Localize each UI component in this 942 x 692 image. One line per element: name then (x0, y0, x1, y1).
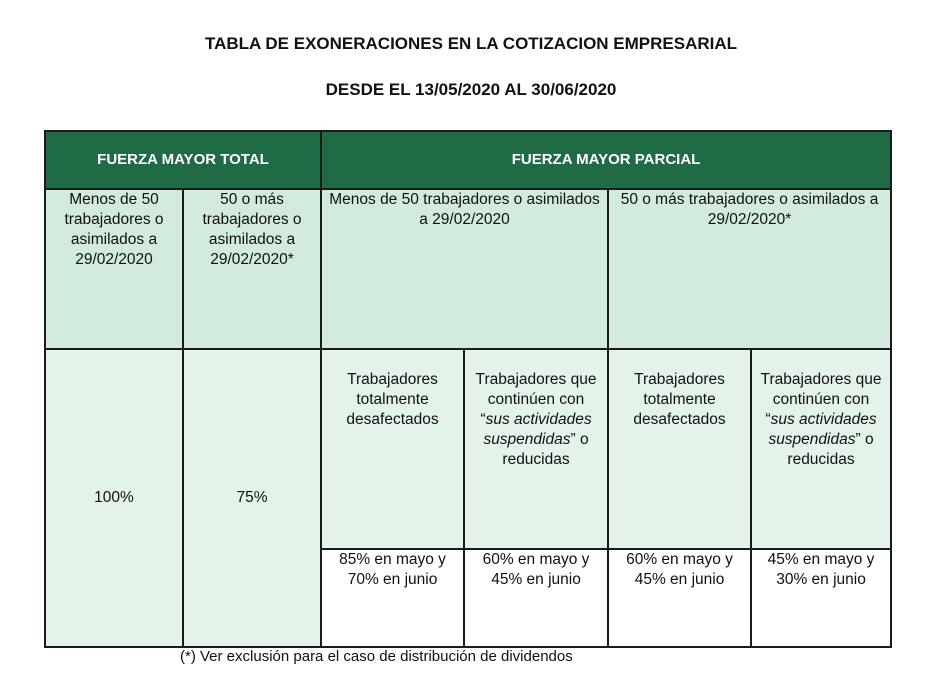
value-total-menos-50: 100% (45, 349, 183, 647)
subheader-desafectados-50-mas: Trabajadores totalmente desafectados (608, 349, 751, 549)
value-parcial-menos-50-continuen: 60% en mayo y 45% en junio (464, 549, 608, 647)
category-parcial-menos-50: Menos de 50 trabajadores o asimilados a 29/02/2020 (321, 189, 608, 349)
value-parcial-50-mas-desafectados: 60% en mayo y 45% en junio (608, 549, 751, 647)
value-parcial-menos-50-desafectados: 85% en mayo y 70% en junio (321, 549, 464, 647)
value-parcial-50-mas-continuen: 45% en mayo y 30% en junio (751, 549, 891, 647)
exoneration-table (44, 130, 892, 648)
category-row (45, 189, 891, 349)
category-total-menos-50: Menos de 50 trabajadores o asimilados a 29/02/2020 (45, 189, 183, 349)
page-title: TABLA DE EXONERACIONES EN LA COTIZACION EMPRESARIAL (204, 34, 738, 53)
footnote: (*) Ver exclusión para el caso de distribución de dividendos (180, 648, 573, 665)
category-total-50-mas: 50 o más trabajadores o asimilados a 29/02/2020* (183, 189, 321, 349)
value-total-50-mas: 75% (183, 349, 321, 647)
header-row (45, 131, 891, 189)
subheader-desafectados-menos-50: Trabajadores totalmente desafectados (321, 349, 464, 549)
subheader-continuen-50-mas: Trabajadores que continúen con “sus actividades suspendidas” o reducidas (751, 349, 891, 549)
subheader-continuen-menos-50: Trabajadores que continúen con “sus actividades suspendidas” o reducidas (464, 349, 608, 549)
date-range-title: DESDE EL 13/05/2020 AL 30/06/2020 (325, 80, 617, 99)
category-parcial-50-mas: 50 o más trabajadores o asimilados a 29/02/2020* (608, 189, 891, 349)
header-fuerza-mayor-total: FUERZA MAYOR TOTAL (45, 131, 321, 189)
header-fuerza-mayor-parcial: FUERZA MAYOR PARCIAL (321, 131, 891, 189)
values-row (45, 349, 891, 549)
